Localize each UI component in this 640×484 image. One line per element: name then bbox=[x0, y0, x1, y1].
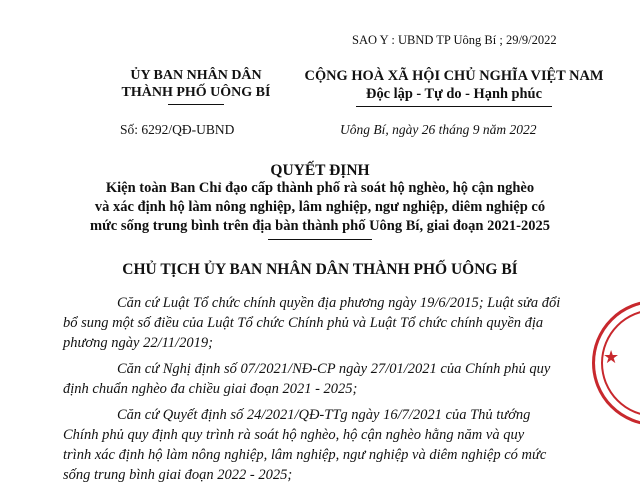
issuing-org-line2: THÀNH PHỐ UÔNG BÍ bbox=[121, 85, 271, 100]
legal-basis-line: định chuẩn nghèo đa chiều giai đoạn 2021 - 2025; bbox=[63, 381, 358, 397]
decision-subtitle-line: và xác định hộ làm nông nghiệp, lâm nghiệp, ngư nghiệp, diêm nghiệp có bbox=[94, 199, 546, 215]
subtitle-underline bbox=[268, 239, 372, 240]
legal-basis-line: Căn cứ Luật Tổ chức chính quyền địa phương ngày 19/6/2015; Luật sửa đổi bbox=[117, 295, 561, 311]
issuing-org-line1: ỦY BAN NHÂN DÂN bbox=[130, 68, 262, 83]
decision-subtitle-line: Kiện toàn Ban Chỉ đạo cấp thành phố rà soát hộ nghèo, hộ cận nghèo bbox=[105, 180, 535, 196]
motto-underline bbox=[356, 106, 552, 107]
document-date: Uông Bí, ngày 26 tháng 9 năm 2022 bbox=[340, 122, 537, 137]
decision-subtitle-line: mức sống trung bình trên địa bàn thành phố Uông Bí, giai đoạn 2021-2025 bbox=[90, 218, 550, 234]
decision-title: QUYẾT ĐỊNH bbox=[270, 162, 370, 179]
legal-basis-line: Căn cứ Nghị định số 07/2021/NĐ-CP ngày 27/01/2021 của Chính phủ quy bbox=[117, 361, 551, 377]
document-number: Số: 6292/QĐ-UBND bbox=[120, 122, 235, 137]
issuing-authority: CHỦ TỊCH ỦY BAN NHÂN DÂN THÀNH PHỐ UÔNG BÍ bbox=[122, 261, 518, 278]
org-underline bbox=[168, 104, 224, 105]
seal-star-icon: ★ bbox=[603, 347, 620, 368]
legal-basis-line: trình xác định hộ làm nông nghiệp, lâm nghiệp, ngư nghiệp và diêm nghiệp có mức bbox=[63, 447, 547, 463]
national-motto: Độc lập - Tự do - Hạnh phúc bbox=[366, 86, 542, 102]
legal-basis-line: sống trung bình giai đoạn 2022 - 2025; bbox=[63, 467, 293, 483]
copy-certification-note: SAO Y : UBND TP Uông Bí ; 29/9/2022 bbox=[352, 33, 557, 47]
national-title: CỘNG HOÀ XÃ HỘI CHỦ NGHĨA VIỆT NAM bbox=[304, 68, 604, 84]
legal-basis-line: bổ sung một số điều của Luật Tổ chức Chính phủ và Luật Tổ chức chính quyền địa bbox=[63, 315, 544, 331]
legal-basis-line: Căn cứ Quyết định số 24/2021/QĐ-TTg ngày 16/7/2021 của Thủ tướng bbox=[117, 407, 531, 423]
legal-basis-line: Chính phủ quy định quy trình rà soát hộ nghèo, hộ cận nghèo hằng năm và quy bbox=[63, 427, 525, 443]
official-seal-stamp bbox=[592, 300, 640, 426]
legal-basis-line: phương ngày 22/11/2019; bbox=[63, 335, 213, 351]
